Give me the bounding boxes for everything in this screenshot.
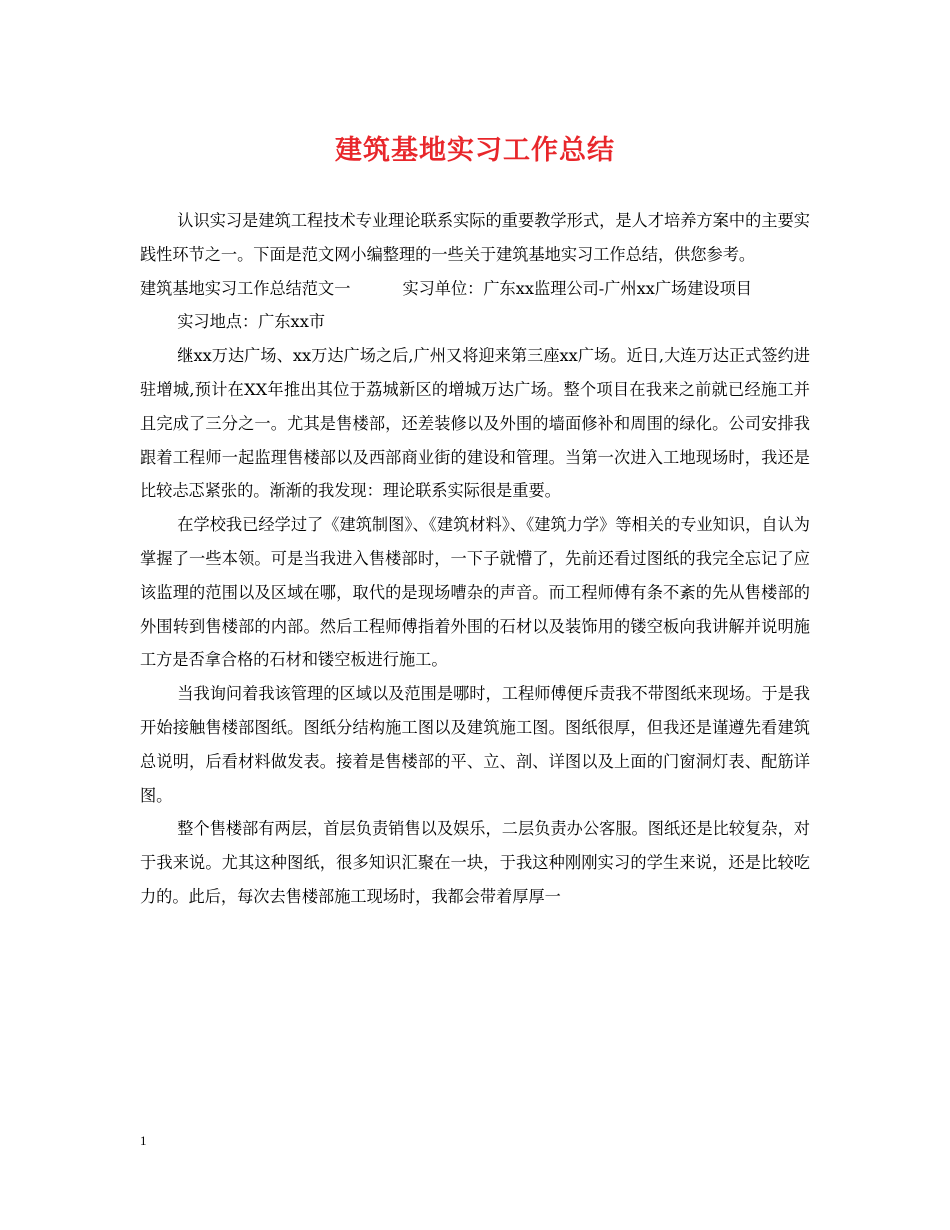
heading-left: 建筑基地实习工作总结范文一	[140, 278, 351, 298]
paragraph-floors: 整个售楼部有两层，首层负责销售以及娱乐，二层负责办公客服。图纸还是比较复杂，对于我来说。尤其这种图纸，很多知识汇聚在一块，于我这种刚刚实习的学生来说，还是比较吃力的。此后，每次去售楼部施工现场时，我都会带着厚厚一	[140, 819, 810, 906]
paragraph-intro: 认识实习是建筑工程技术专业理论联系实际的重要教学形式，是人才培养方案中的主要实践性环节之一。下面是范文网小编整理的一些关于建筑基地实习工作总结，供您参考。	[140, 211, 810, 264]
paragraph-drawings: 当我询问着我该管理的区域以及范围是哪时，工程师傅便斥责我不带图纸来现场。于是我开始接触售楼部图纸。图纸分结构施工图以及建筑施工图。图纸很厚，但我还是谨遵先看建筑总说明，后看材料做发表。接着是售楼部的平、立、剖、详图以及上面的门窗洞灯表、配筋详图。	[140, 684, 810, 805]
heading-line	[140, 272, 810, 306]
document-body	[140, 204, 810, 914]
page-number: 1	[140, 1133, 147, 1148]
paragraph-school: 在学校我已经学过了《建筑制图》、《建筑材料》、《建筑力学》等相关的专业知识，自认为掌握了一些本领。可是当我进入售楼部时，一下子就懵了，先前还看过图纸的我完全忘记了应该监理的范围以及区域在哪，取代的是现场嘈杂的声音。而工程师傅有条不紊的先从售楼部的外围转到售楼部的内部。然后工程师傅指着外围的石材以及装饰用的镂空板向我讲解并说明施工方是否拿合格的石材和镂空板进行施工。	[140, 515, 810, 670]
paragraph-project: 继xx万达广场、xx万达广场之后,广州又将迎来第三座xx广场。近日,大连万达正式签约进驻增城,预计在XX年推出其位于荔城新区的增城万达广场。整个项目在我来之前就已经施工并且完成了三分之一。尤其是售楼部，还差装修以及外围的墙面修补和周围的绿化。公司安排我跟着工程师一起监理售楼部以及西部商业街的建设和管理。当第一次进入工地现场时，我还是比较忐忑紧张的。渐渐的我发现：理论联系实际很是重要。	[140, 346, 810, 501]
paragraph-location: 实习地点：广东xx市	[177, 312, 326, 332]
document-title: 建筑基地实习工作总结	[335, 135, 615, 166]
heading-right: 实习单位：广东xx监理公司-广州xx广场建设项目	[402, 278, 752, 298]
